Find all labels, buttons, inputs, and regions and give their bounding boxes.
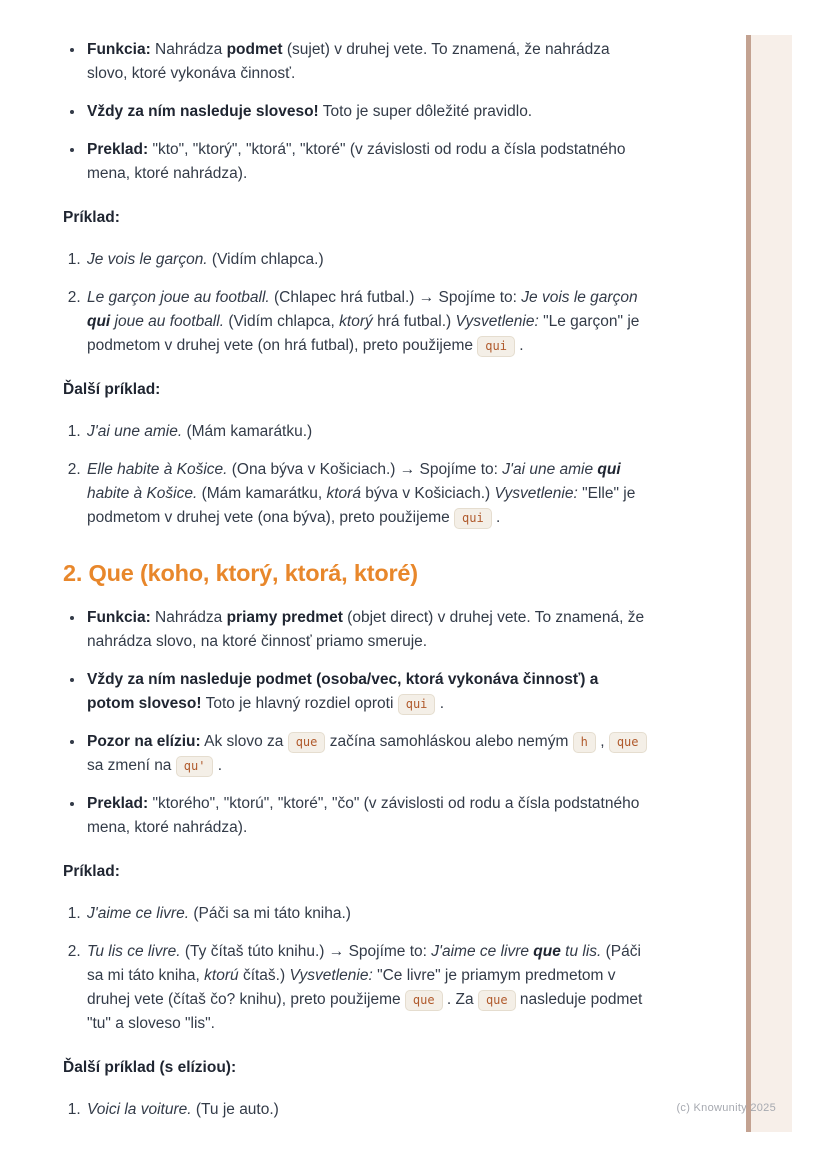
text-run: (Mám kamarátku.)	[182, 423, 313, 440]
text-run: Vysvetlenie:	[289, 967, 373, 984]
text-run: Príklad:	[63, 863, 120, 880]
list-item	[85, 138, 647, 186]
text-run: Nahrádza	[150, 41, 227, 58]
text-run: priamy predmet	[226, 609, 343, 626]
numbered-list	[63, 902, 647, 1036]
text-run: nasleduje podmet "tu" a sloveso "lis".	[87, 991, 643, 1032]
text-run: Nahrádza	[150, 609, 227, 626]
text-run: ktorý	[339, 313, 373, 330]
text-run: Preklad:	[87, 795, 149, 812]
text-run: Funkcia:	[87, 41, 151, 58]
text-run: Vždy za ním nasleduje sloveso!	[87, 103, 319, 120]
inline-code-badge: que	[288, 732, 326, 753]
inline-code-badge: qui	[454, 508, 492, 529]
text-run: J'aime ce livre.	[87, 905, 190, 922]
text-run: . Za	[442, 991, 478, 1008]
text-run: Vysvetlenie:	[494, 485, 578, 502]
text-run: (Ty čítaš túto knihu.) → Spojíme to:	[180, 943, 432, 960]
section-title	[63, 558, 647, 588]
text-run: habite à Košice.	[87, 485, 198, 502]
text-run: (Mám kamarátku,	[197, 485, 327, 502]
text-run: Funkcia:	[87, 609, 151, 626]
text-run: Ďalší príklad:	[63, 381, 161, 398]
list-item	[85, 1098, 647, 1122]
subsection-heading	[63, 206, 647, 230]
text-run: začína samohláskou alebo nemým	[325, 733, 573, 750]
text-run: "kto", "ktorý", "ktorá", "ktoré" (v závislosti od rodu a čísla podstatného mena, ktoré nahrádza).	[87, 141, 626, 182]
inline-code-badge: qu'	[176, 756, 214, 777]
text-run: Preklad:	[87, 141, 149, 158]
text-run: .	[514, 337, 524, 354]
inline-code-badge: qui	[398, 694, 436, 715]
list-item	[85, 100, 647, 124]
text-run: (Páči sa mi táto kniha,	[87, 943, 641, 984]
text-run: podmet	[226, 41, 283, 58]
text-run: Vždy za ním nasleduje podmet (osoba/vec, ktorá vykonáva činnosť) a potom sloveso!	[87, 671, 599, 712]
numbered-list	[63, 1098, 647, 1122]
text-run: Vysvetlenie:	[455, 313, 539, 330]
text-run: "Elle" je podmetom v druhej vete (ona býva), preto použijeme	[87, 485, 636, 526]
bullet-list	[63, 38, 647, 186]
list-item	[85, 902, 647, 926]
list-item	[85, 38, 647, 86]
list-item	[85, 458, 647, 530]
text-run: .	[491, 509, 501, 526]
numbered-list	[63, 248, 647, 358]
text-run: ktorá	[326, 485, 361, 502]
copyright-watermark: (c) Knowunity 2025	[676, 1102, 776, 1114]
page-edge-ribbon	[746, 35, 792, 1132]
inline-code-badge: que	[609, 732, 647, 753]
text-run: (sujet) v druhej vete. To znamená, že nahrádza slovo, ktoré vykonáva činnosť.	[87, 41, 610, 82]
text-run: (objet direct) v druhej vete. To znamená, že nahrádza slovo, na ktoré činnosť priamo smeruje.	[87, 609, 645, 650]
bullet-list	[63, 606, 647, 840]
text-run: .	[213, 757, 223, 774]
list-item	[85, 606, 647, 654]
text-run: Pozor na elíziu:	[87, 733, 201, 750]
text-run: .	[435, 695, 445, 712]
list-item	[85, 940, 647, 1036]
text-run: (Vidím chlapca.)	[207, 251, 324, 268]
text-run: (Páči sa mi táto kniha.)	[189, 905, 351, 922]
inline-code-badge: que	[405, 990, 443, 1011]
text-run: (Tu je auto.)	[191, 1101, 279, 1118]
text-run: qui	[597, 461, 621, 478]
text-run: "Le garçon" je podmetom v druhej vete (on hrá futbal), preto použijeme	[87, 313, 640, 354]
text-run: býva v Košiciach.)	[360, 485, 495, 502]
list-item	[85, 420, 647, 444]
text-run: Tu lis ce livre.	[87, 943, 181, 960]
inline-code-badge: qui	[477, 336, 515, 357]
text-run: qui	[87, 313, 111, 330]
text-run: joue au football.	[110, 313, 225, 330]
text-run: Elle habite à Košice.	[87, 461, 228, 478]
text-run: Ďalší príklad (s elíziou):	[63, 1059, 237, 1076]
text-run: (Ona býva v Košiciach.) → Spojíme to:	[227, 461, 503, 478]
text-run: ,	[595, 733, 609, 750]
document-content	[63, 38, 647, 1136]
text-run: J'ai une amie.	[87, 423, 183, 440]
list-item	[85, 792, 647, 840]
text-run: (Chlapec hrá futbal.) → Spojíme to:	[269, 289, 522, 306]
text-run: Je vois le garçon	[521, 289, 638, 306]
text-run: que	[533, 943, 561, 960]
text-run: sa zmení na	[87, 757, 176, 774]
subsection-heading	[63, 1056, 647, 1080]
list-item	[85, 248, 647, 272]
text-run: Príklad:	[63, 209, 120, 226]
list-item	[85, 286, 647, 358]
text-run: 2. Que (koho, ktorý, ktorá, ktoré)	[63, 560, 418, 586]
text-run: J'ai une amie	[502, 461, 598, 478]
inline-code-badge: que	[478, 990, 516, 1011]
text-run: (Vidím chlapca,	[224, 313, 340, 330]
text-run: "Ce livre" je priamym predmetom v druhej vete (čítaš čo? knihu), preto použijeme	[87, 967, 616, 1008]
text-run: Voici la voiture.	[87, 1101, 192, 1118]
text-run: Ak slovo za	[200, 733, 288, 750]
text-run: Toto je super dôležité pravidlo.	[318, 103, 533, 120]
text-run: Je vois le garçon.	[87, 251, 208, 268]
text-run: "ktorého", "ktorú", "ktoré", "čo" (v závislosti od rodu a čísla podstatného mena, ktoré nahrádza).	[87, 795, 640, 836]
text-run: hrá futbal.)	[372, 313, 456, 330]
list-item	[85, 730, 647, 778]
text-run: ktorú	[204, 967, 239, 984]
subsection-heading	[63, 860, 647, 884]
list-item	[85, 668, 647, 716]
inline-code-badge: h	[573, 732, 596, 753]
text-run: J'aime ce livre	[431, 943, 534, 960]
text-run: Le garçon joue au football.	[87, 289, 270, 306]
text-run: tu lis.	[560, 943, 602, 960]
text-run: Toto je hlavný rozdiel oproti	[201, 695, 398, 712]
numbered-list	[63, 420, 647, 530]
text-run: čítaš.)	[238, 967, 290, 984]
subsection-heading	[63, 378, 647, 402]
